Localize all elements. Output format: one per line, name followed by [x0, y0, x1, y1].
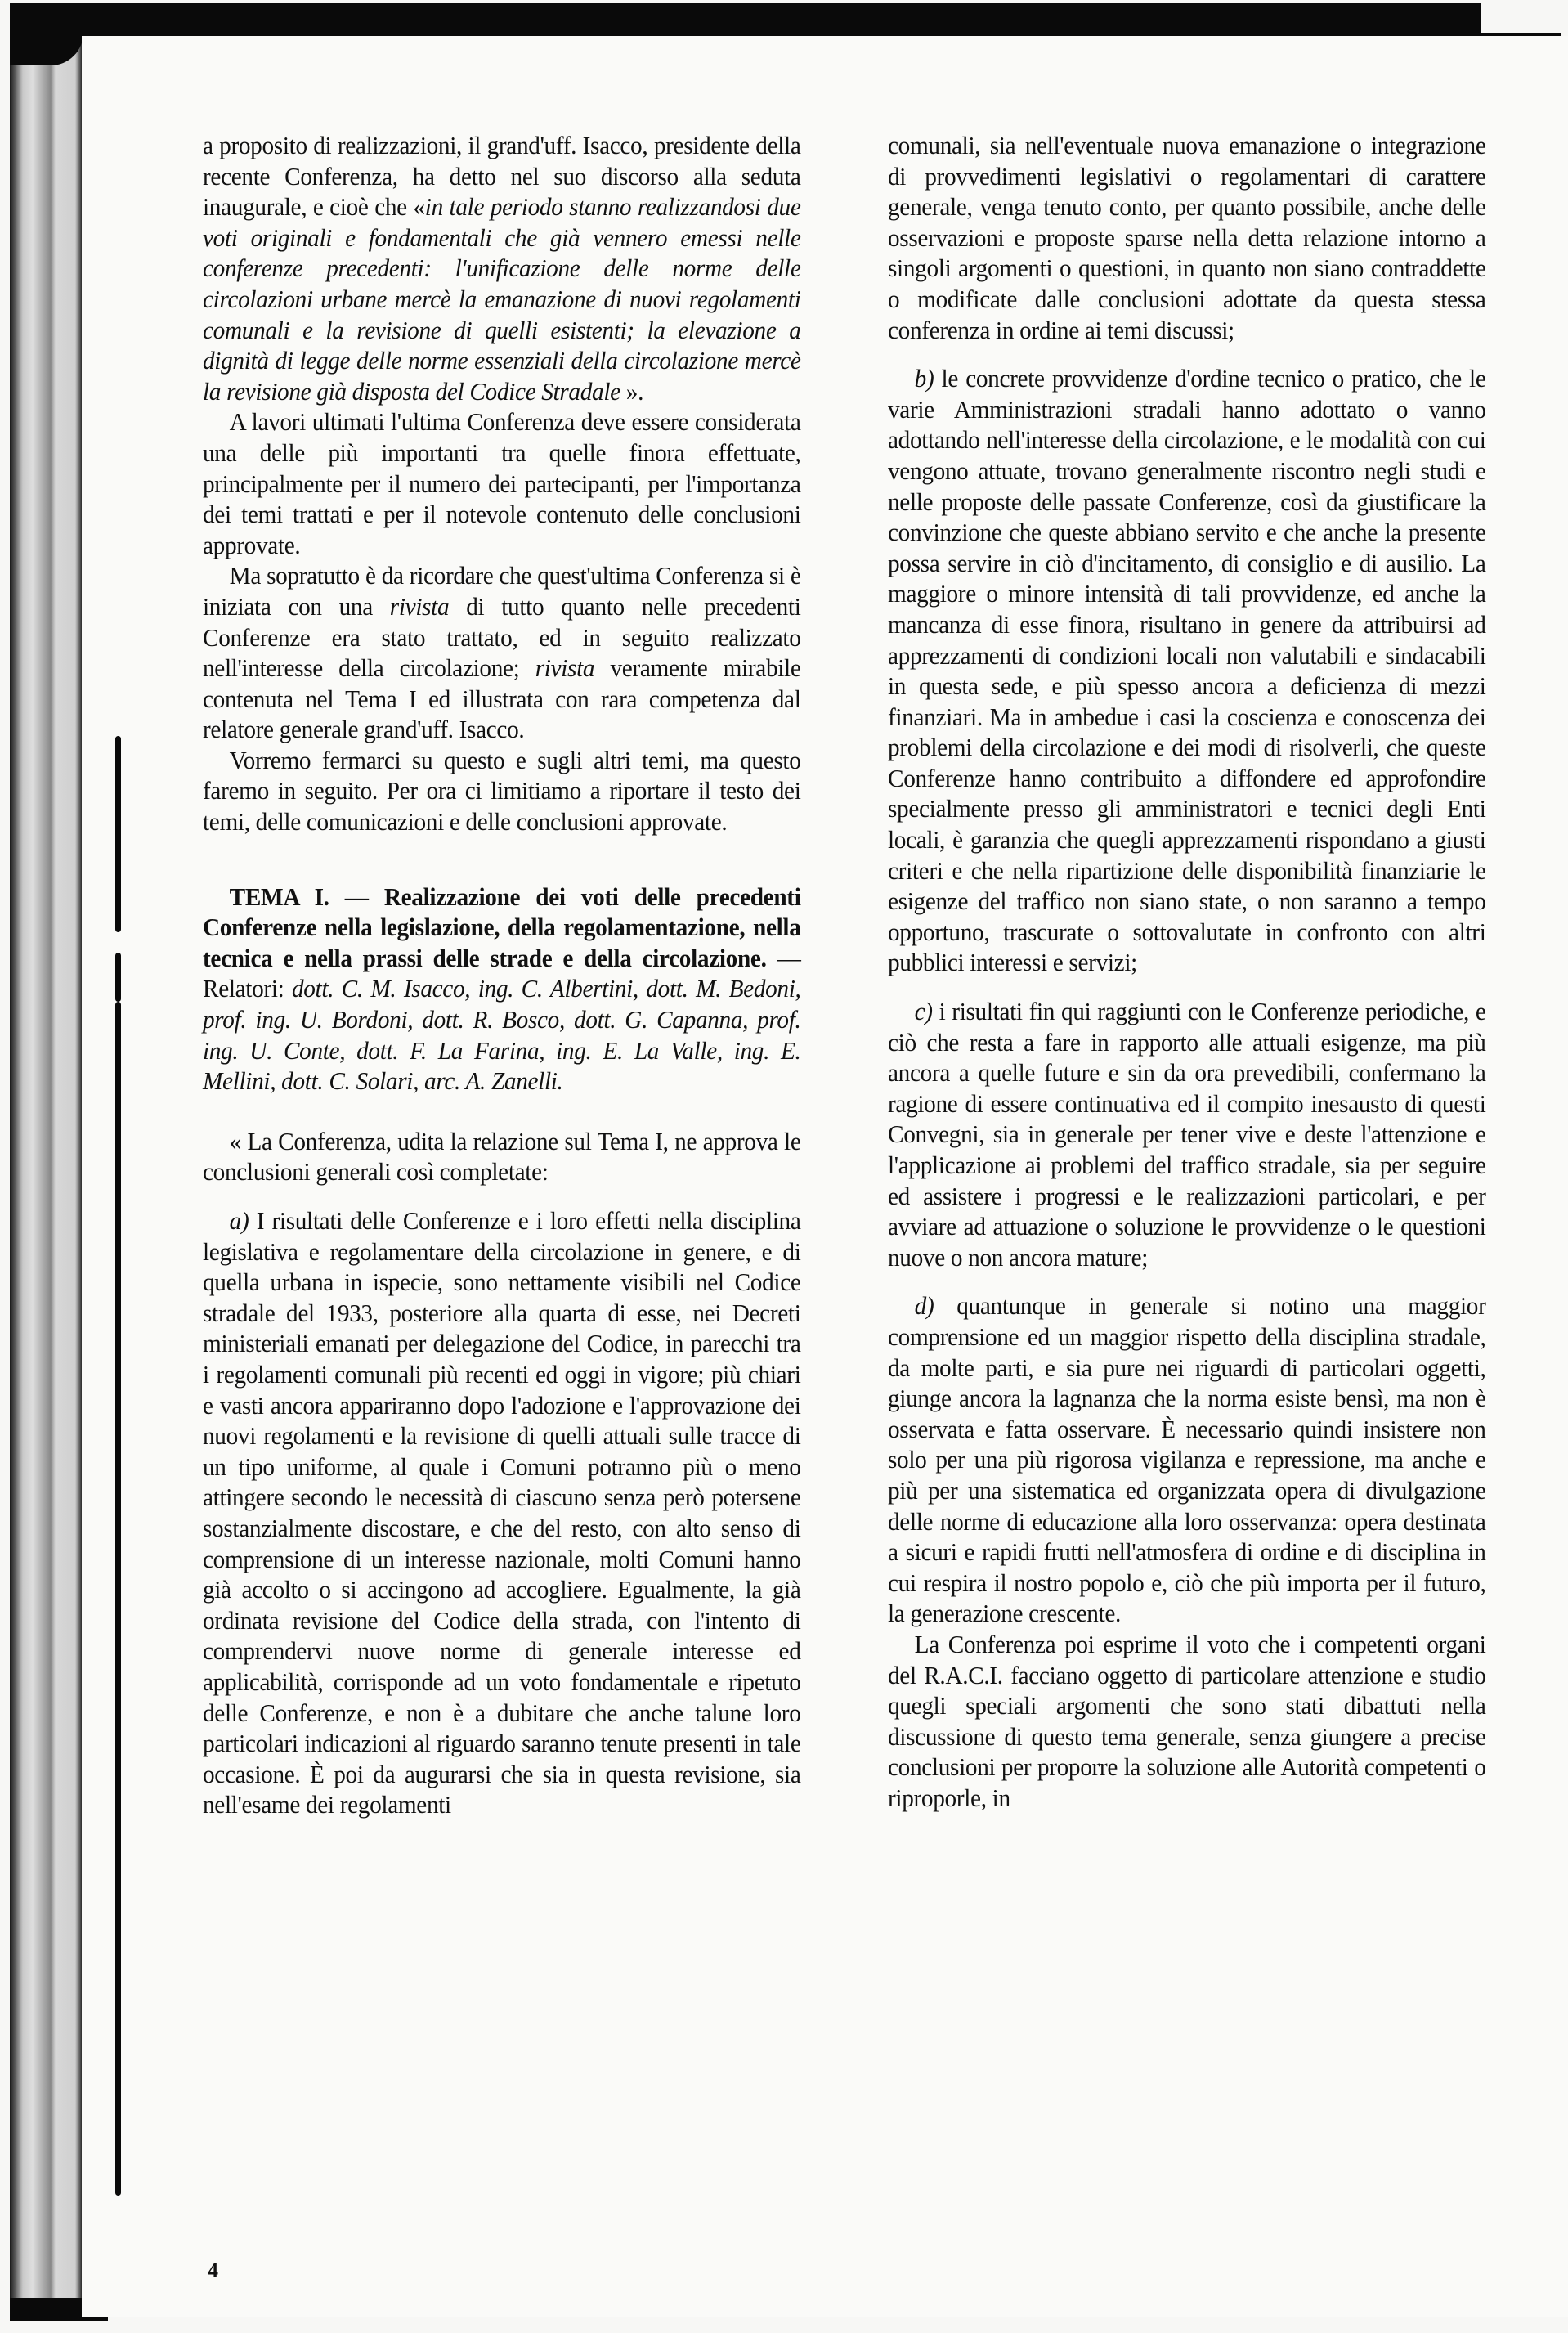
page-number: 4	[208, 2259, 218, 2282]
scan-border-top	[10, 3, 1481, 36]
margin-mark	[115, 736, 121, 932]
paragraph-vorremo: Vorremo fermarci su questo e sugli altri temi, ma questo faremo in seguito. Per ora ci limitiamo a riportare il testo dei temi, delle comunicazioni e delle conclusioni approvate.	[203, 746, 801, 837]
paragraph-comunali: comunali, sia nell'eventuale nuova emanazione o integrazione di provvedimenti legislativi o regolamentari di carattere generale, venga tenuto conto, per quanto possibile, anche delle osservazioni e proposte sparse nella detta relazione intorno a singoli argomenti o questioni, in quanto non siano contraddette o modificate dalle conclusioni adottate da questa stessa conferenza in ordine ai temi discussi;	[888, 132, 1486, 344]
left-column	[203, 131, 801, 1821]
paragraph-voto-raci: La Conferenza poi esprime il voto che i competenti organi del R.A.C.I. facciano oggetto di particolare attenzione e studio quegli speciali argomenti che sono stati dibattuti nella discussione di questo tema generale, senza giungere a precise conclusioni per proporre la soluzione alle Autorità competenti o riproporle, in	[888, 1630, 1486, 1812]
conclusion-item-d: d) quantunque in generale si notino una maggior comprensione ed un maggior rispetto della disciplina stradale, da molte parti, e sia pure nei riguardi di particolari oggetti, giunge ancora la lagnanza che la norma esiste bensì, ma non è osservata e fatta osservare. È necessario quindi insistere non solo per una più rigorosa vigilanza e repressione, ma anche e più per una sistematica ed organizzata opera di divulgazione delle norme di educazione alla loro osservanza: opera destinata a sicuri e rapidi frutti nell'atmosfera di ordine e di disciplina in cui respira il nostro popolo e, ciò che più importa per il futuro, la generazione crescente.	[888, 1292, 1486, 1628]
conclusion-item-b: b) le concrete provvidenze d'ordine tecnico o pratico, che le varie Amministrazioni stradali hanno adottato o vanno adottando nell'interesse della circolazione, e le modalità con cui vengono attuate, trovano generalmente riscontro negli studi e nelle proposte delle passate Conferenze, così da giustificare la convinzione che queste abbiano servito e che anche la presente possa servire in ciò d'incitamento, di consiglio e di ausilio. La maggiore o minore intensità di tali provvidenze, ed anche la mancanza di esse finora, risultano in genere da attribuirsi ad apprezzamenti di condizioni locali non valutabili e sindacabili in questa sede, e più spesso ancora a deficienza di mezzi finanziari. Ma in ambedue i casi la coscienza e conoscenza dei problemi della circolazione e dei modi di risolverli, che queste Conferenze hanno contribuito a diffondere ed approfondire specialmente presso gli amministratori e tecnici degli Enti locali, è garanzia che quegli apprezzamenti rispondano a giusti criteri e che nella ripartizione delle disponibilità finanziarie le esigenze del traffico non siano state, o non saranno a tempo opportuno, trascurate o sottovalutate in confronto con altri pubblici interessi e servizi;	[888, 365, 1486, 977]
margin-mark	[115, 953, 121, 1002]
book-spine-edge	[10, 33, 82, 2314]
paragraph-lavori-ultimati: A lavori ultimati l'ultima Conferenza deve essere considerata una delle più importanti tra quelle finora effettuate, principalmente per il numero dei partecipanti, per l'importanza dei temi trattati e per il notevole contenuto delle conclusioni approvate.	[203, 408, 801, 559]
paragraph-isacco-quote: a proposito di realizzazioni, il grand'uff. Isacco, presidente della recente Conferenza, ha detto nel suo discorso alla seduta inaugurale, e cioè che «in tale periodo stanno realizzandosi due voti originali e fondamentali che già vennero emessi nelle conferenze precedenti: l'unificazione delle norme delle circolazioni urbane mercè la emanazione di nuovi regolamenti comunali e la revisione di quelli esistenti; la elevazione a dignità di legge delle norme essenziali della circolazione mercè la revisione già disposta del Codice Stradale ».	[203, 132, 801, 406]
paragraph-conferenza-approva: « La Conferenza, udita la relazione sul Tema I, ne approva le conclusioni generali così completate:	[203, 1127, 801, 1187]
margin-mark	[115, 1002, 121, 2196]
paragraph-soprattutto: Ma sopratutto è da ricordare che quest'ultima Conferenza si è iniziata con una rivista di tutto quanto nelle precedenti Conferenze era stato trattato, ed in seguito realizzato nell'interesse della circolazione; rivista veramente mirabile contenuta nel Tema I ed illustrata con rara competenza dal relatore generale grand'uff. Isacco.	[203, 562, 801, 744]
italic-quote: in tale periodo stanno realizzandosi due voti originali e fondamentali che già vennero emessi nelle conferenze precedenti: l'unificazione delle norme delle circolazioni urbane mercè la emanazione di nuovi regolamenti comunali e la revisione di quelli esistenti; la elevazione a dignità di legge delle norme essenziali della circolazione mercè la revisione già disposta del Codice Stradale	[203, 193, 801, 406]
conclusion-item-c: c) i risultati fin qui raggiunti con le Conferenze periodiche, e ciò che resta a fare in rapporto alle attuali esigenze, ma più ancora a quelle future e sin da ora prevedibili, confermano la ragione di essere continuativa ed il compito inesausto di questi Convegni, sia in generale per tener vive e deste l'attenzione e l'applicazione ai problemi del traffico stradale, sia per seguire ed assistere i progressi e le realizzazioni particolari, e per avviare ad attuazione o soluzione le provvidenze o le questioni nuove o non ancora mature;	[888, 998, 1486, 1272]
right-column	[888, 131, 1486, 1814]
relatori-names: dott. C. M. Isacco, ing. C. Albertini, dott. M. Bedoni, prof. ing. U. Bordoni, dott. R. Bosco, dott. G. Capanna, prof. ing. U. Conte, dott. F. La Farina, ing. E. La Valle, ing. E. Mellini, dott. C. Solari, arc. A. Zanelli.	[203, 975, 801, 1096]
tema-title: TEMA I. — Realizzazione dei voti delle precedenti Conferenze nella legislazione, della regolamentazione, nella tecnica e nella prassi delle strade e della circolazione.	[203, 882, 801, 972]
tema-heading: TEMA I. — Realizzazione dei voti delle precedenti Conferenze nella legislazione, della regolamentazione, nella tecnica e nella prassi delle strade e della circolazione. — Relatori: dott. C. M. Isacco, ing. C. Albertini, dott. M. Bedoni, prof. ing. U. Bordoni, dott. R. Bosco, dott. G. Capanna, prof. ing. U. Conte, dott. F. La Farina, ing. E. La Valle, ing. E. Mellini, dott. C. Solari, arc. A. Zanelli.	[203, 882, 801, 1096]
conclusion-item-a: a) I risultati delle Conferenze e i loro effetti nella disciplina legislativa e regolamentare della circolazione in genere, e di quella urbana in ispecie, sono nettamente visibili nel Codice stradale del 1933, posteriore alla quarta di esse, nei Decreti ministeriali emanati per delegazione del Codice, in parecchi tra i regolamenti comunali più recenti ed oggi in vigore; più chiari e vasti ancora appariranno dopo l'adozione e l'approvazione dei nuovi regolamenti e la revisione di quelli attuali sulle tracce di un tipo uniforme, al quale i Comuni potranno più o meno attingere secondo le necessità di ciascuno senza però potersene sostanzialmente discostare, e che del resto, con alto senso di comprensione di un interesse nazionale, molti Comuni hanno già accolto o si accingono ad accogliere. Egualmente, la già ordinata revisione del Codice della strada, con l'intento di comprendervi nuove norme di generale interesse ed applicabilità, corrisponde ad un voto fondamentale e ripetuto delle Conferenze, e non è a dubitare che anche talune loro particolari indicazioni al riguardo saranno tenute presenti in tale occasione. È poi da augurarsi che sia in questa revisione, sia nell'esame dei regolamenti	[203, 1207, 801, 1819]
